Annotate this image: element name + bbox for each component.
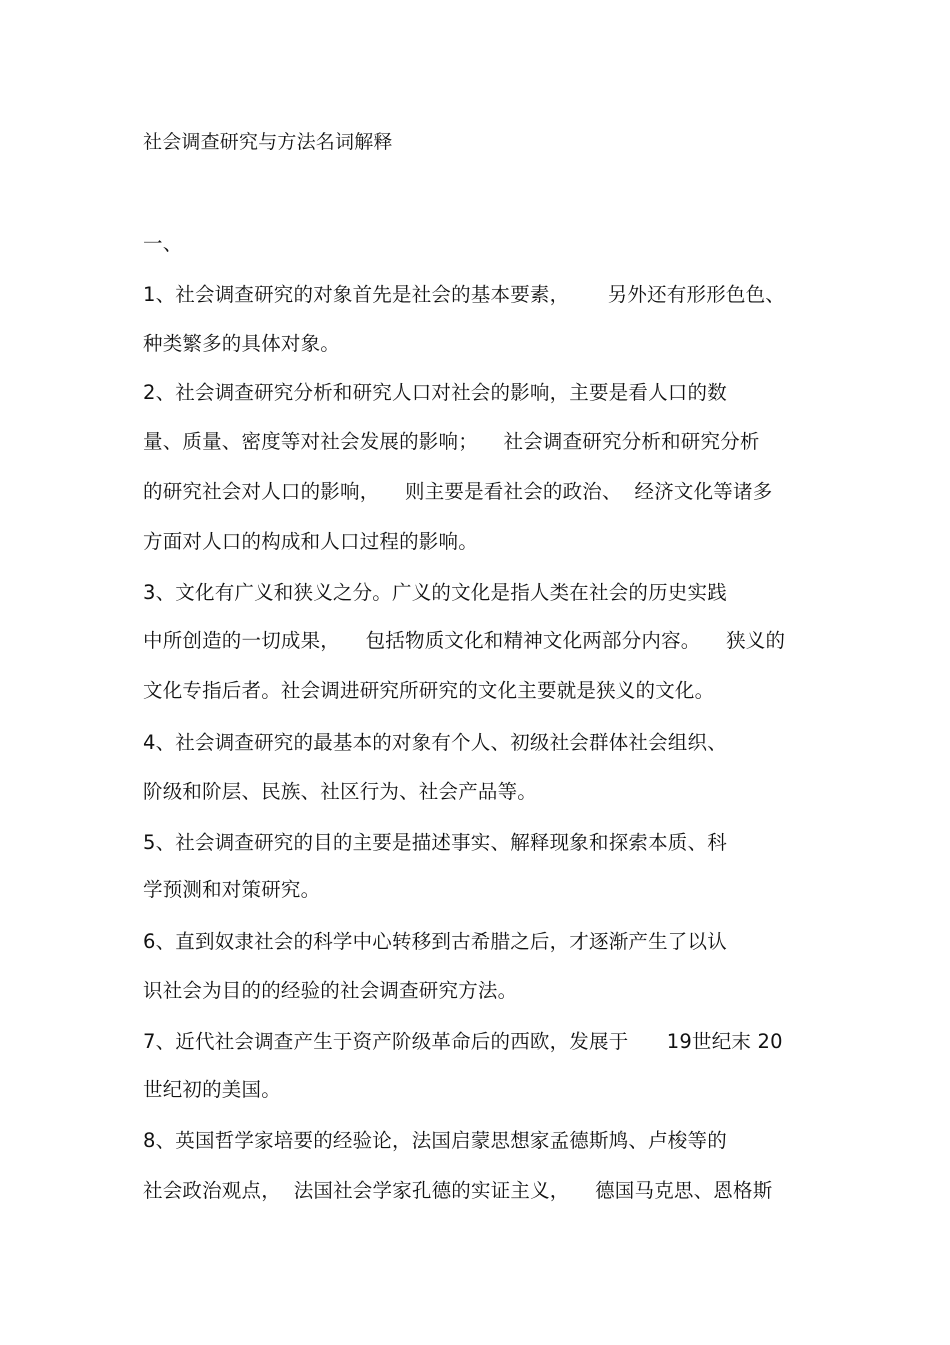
text-line: 阶级和阶层、民族、社区行为、社会产品等。	[143, 780, 538, 803]
text-line: 世纪初的美国。	[143, 1078, 281, 1101]
text-line: 6、直到奴隶社会的科学中心转移到古希腊之后，才逐渐产生了以认	[143, 930, 727, 953]
text-line: 识社会为目的的经验的社会调查研究方法。	[143, 979, 518, 1002]
text-line: 4、社会调查研究的最基本的对象有个人、初级社会群体社会组织、	[143, 731, 727, 754]
text-line: 社会政治观点， 法国社会学家孔德的实证主义， 德国马克思、恩格斯	[143, 1179, 773, 1202]
text-line: 2、社会调查研究分析和研究人口对社会的影响，主要是看人口的数	[143, 381, 727, 404]
text-line: 文化专指后者。社会调进研究所研究的文化主要就是狭义的文化。	[143, 679, 715, 702]
text-line: 方面对人口的构成和人口过程的影响。	[143, 530, 478, 553]
text-line: 量、质量、密度等对社会发展的影响； 社会调查研究分析和研究分析	[143, 430, 760, 453]
text-line: 8、英国哲学家培要的经验论，法国启蒙思想家孟德斯鸠、卢梭等的	[143, 1129, 727, 1152]
text-line: 3、文化有广义和狭义之分。广义的文化是指人类在社会的历史实践	[143, 581, 727, 604]
document-title: 社会调查研究与方法名词解释	[143, 131, 393, 153]
text-line: 5、社会调查研究的目的主要是描述事实、解释现象和探索本质、科	[143, 831, 727, 854]
text-line: 7、近代社会调查产生于资产阶级革命后的西欧，发展于 19世纪末 20	[143, 1030, 783, 1053]
text-line: 中所创造的一切成果， 包括物质文化和精神文化两部分内容。 狭义的	[143, 629, 786, 652]
text-line: 的研究社会对人口的影响， 则主要是看社会的政治、 经济文化等诸多	[143, 480, 773, 503]
text-line: 学预测和对策研究。	[143, 878, 321, 901]
text-line: 1、社会调查研究的对象首先是社会的基本要素， 另外还有形形色色、	[143, 283, 785, 306]
section-marker: 一、	[143, 232, 183, 255]
text-line: 种类繁多的具体对象。	[143, 332, 341, 355]
